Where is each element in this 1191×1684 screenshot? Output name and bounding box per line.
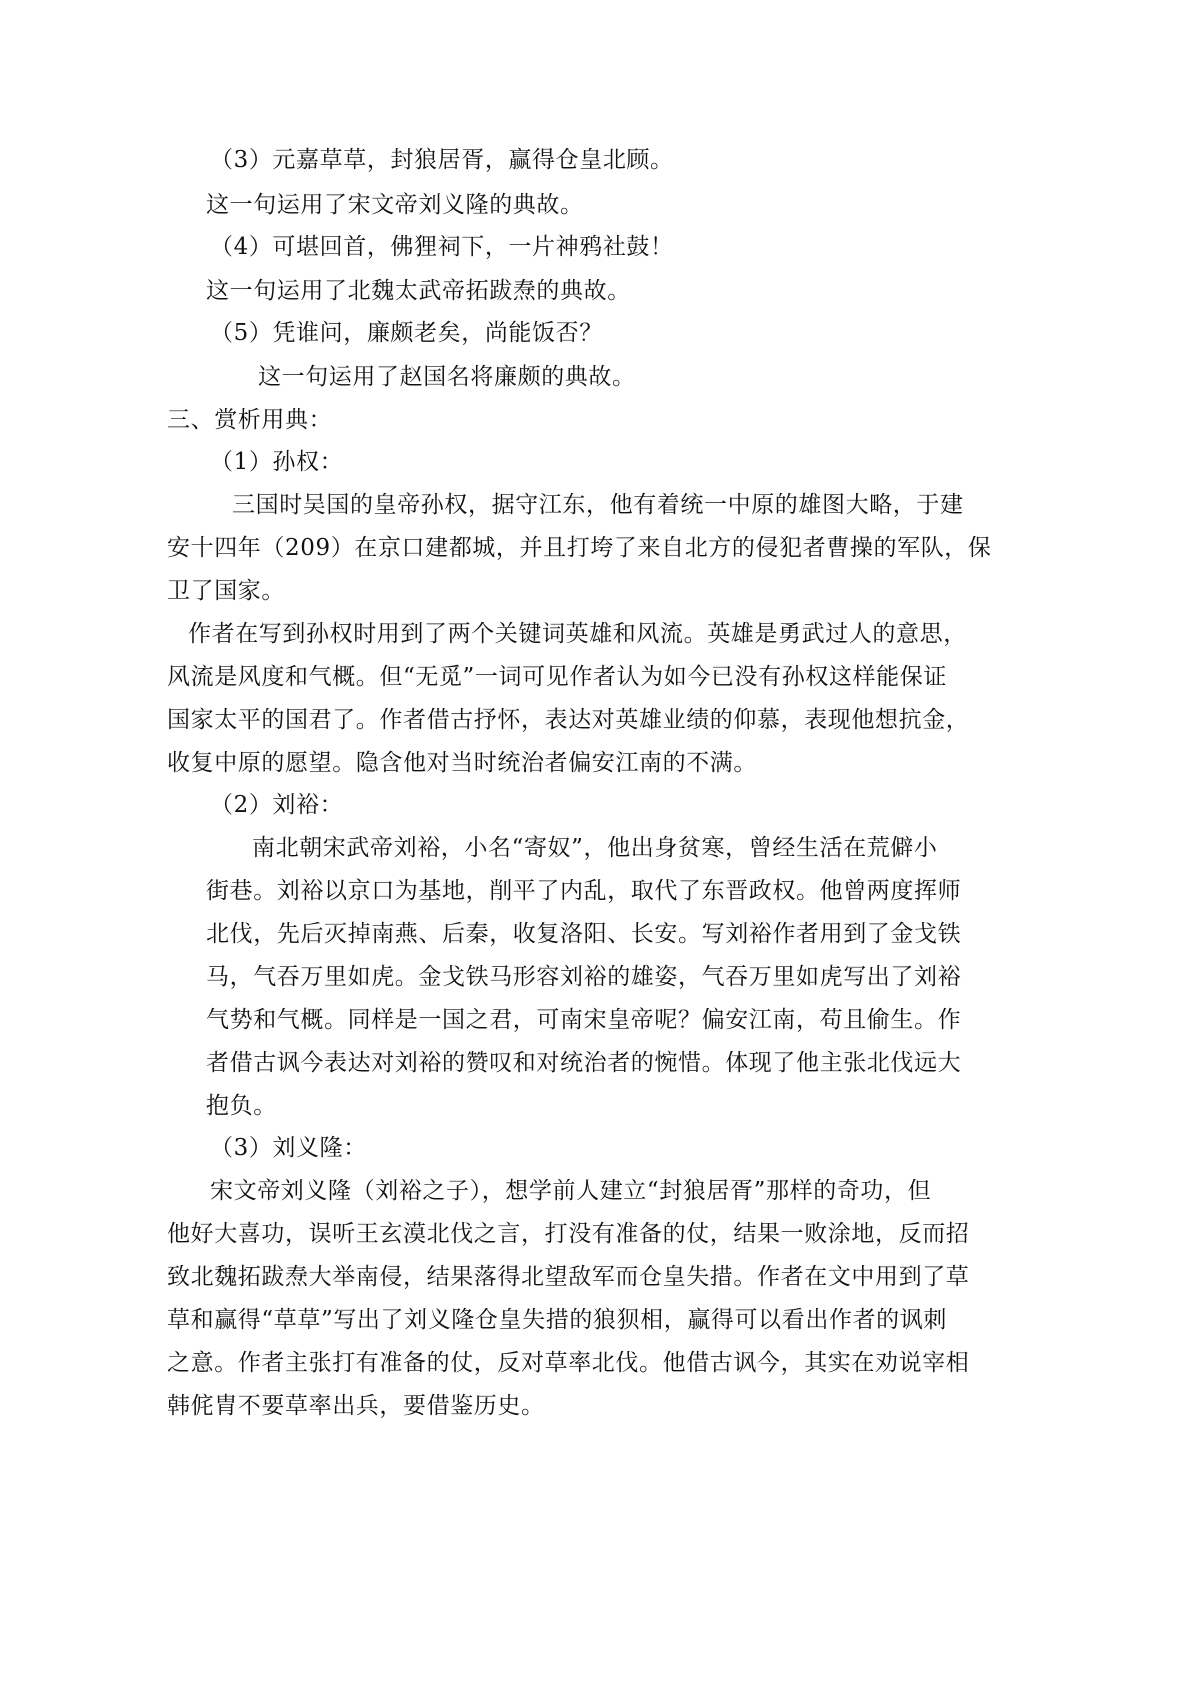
quote-line-3: （3）元嘉草草，封狼居胥，赢得仓皇北顾。 (210, 147, 674, 173)
paragraph-line: 街巷。刘裕以京口为基地，削平了内乱，取代了东晋政权。他曾两度挥师 (206, 878, 962, 904)
allusion-note-5: 这一句运用了赵国名将廉颇的典故。 (258, 364, 636, 390)
paragraph-line: 宋文帝刘义隆（刘裕之子），想学前人建立“封狼居胥”那样的奇功，但 (210, 1178, 932, 1204)
allusion-note-4: 这一句运用了北魏太武帝拓跋焘的典故。 (206, 278, 631, 304)
paragraph-line: 抱负。 (206, 1093, 277, 1119)
paragraph-line: 收复中原的愿望。隐含他对当时统治者偏安江南的不满。 (167, 750, 757, 776)
paragraph-line: 卫了国家。 (167, 578, 285, 604)
paragraph-line: 之意。作者主张打有准备的仗，反对草率北伐。他借古讽今，其实在劝说宰相 (167, 1350, 970, 1376)
paragraph-line: 致北魏拓跋焘大举南侵，结果落得北望敌军而仓皇失措。作者在文中用到了草 (167, 1264, 970, 1290)
paragraph-line: 气势和气概。同样是一国之君，可南宋皇帝呢？偏安江南，苟且偷生。作 (206, 1007, 962, 1033)
paragraph-line: 作者在写到孙权时用到了两个关键词英雄和风流。英雄是勇武过人的意思， (188, 621, 967, 647)
paragraph-line: 风流是风度和气概。但“无觅”一词可见作者认为如今已没有孙权这样能保证 (167, 664, 947, 690)
paragraph-line: 三国时吴国的皇帝孙权，据守江东，他有着统一中原的雄图大略，于建 (232, 492, 964, 518)
subheading-liuyilong: （3）刘义隆： (210, 1135, 367, 1161)
paragraph-line: 者借古讽今表达对刘裕的赞叹和对统治者的惋惜。体现了他主张北伐远大 (206, 1050, 962, 1076)
paragraph-line: 马，气吞万里如虎。金戈铁马形容刘裕的雄姿，气吞万里如虎写出了刘裕 (206, 964, 962, 990)
allusion-note-3: 这一句运用了宋文帝刘义隆的典故。 (206, 192, 584, 218)
paragraph-line: 草和赢得“草草”写出了刘义隆仓皇失措的狼狈相，赢得可以看出作者的讽刺 (167, 1307, 947, 1333)
subheading-liuyu: （2）刘裕： (210, 792, 344, 818)
quote-line-5: （5）凭谁问，廉颇老矣，尚能饭否？ (210, 320, 603, 346)
paragraph-line: 韩侂胄不要草率出兵，要借鉴历史。 (167, 1393, 545, 1419)
paragraph-line: 南北朝宋武帝刘裕，小名“寄奴”，他出身贫寒，曾经生活在荒僻小 (252, 835, 938, 861)
section-heading: 三、赏析用典： (167, 407, 333, 433)
paragraph-line: 北伐，先后灭掉南燕、后秦，收复洛阳、长安。写刘裕作者用到了金戈铁 (206, 921, 962, 947)
quote-line-4: （4）可堪回首，佛狸祠下，一片神鸦社鼓！ (210, 234, 674, 260)
paragraph-line: 国家太平的国君了。作者借古抒怀，表达对英雄业绩的仰慕，表现他想抗金， (167, 707, 970, 733)
subheading-sunquan: （1）孙权： (210, 449, 344, 475)
paragraph-line: 安十四年（209）在京口建都城，并且打垮了来自北方的侵犯者曹操的军队，保 (167, 535, 992, 561)
paragraph-line: 他好大喜功，误听王玄漠北伐之言，打没有准备的仗，结果一败涂地，反而招 (167, 1221, 970, 1247)
